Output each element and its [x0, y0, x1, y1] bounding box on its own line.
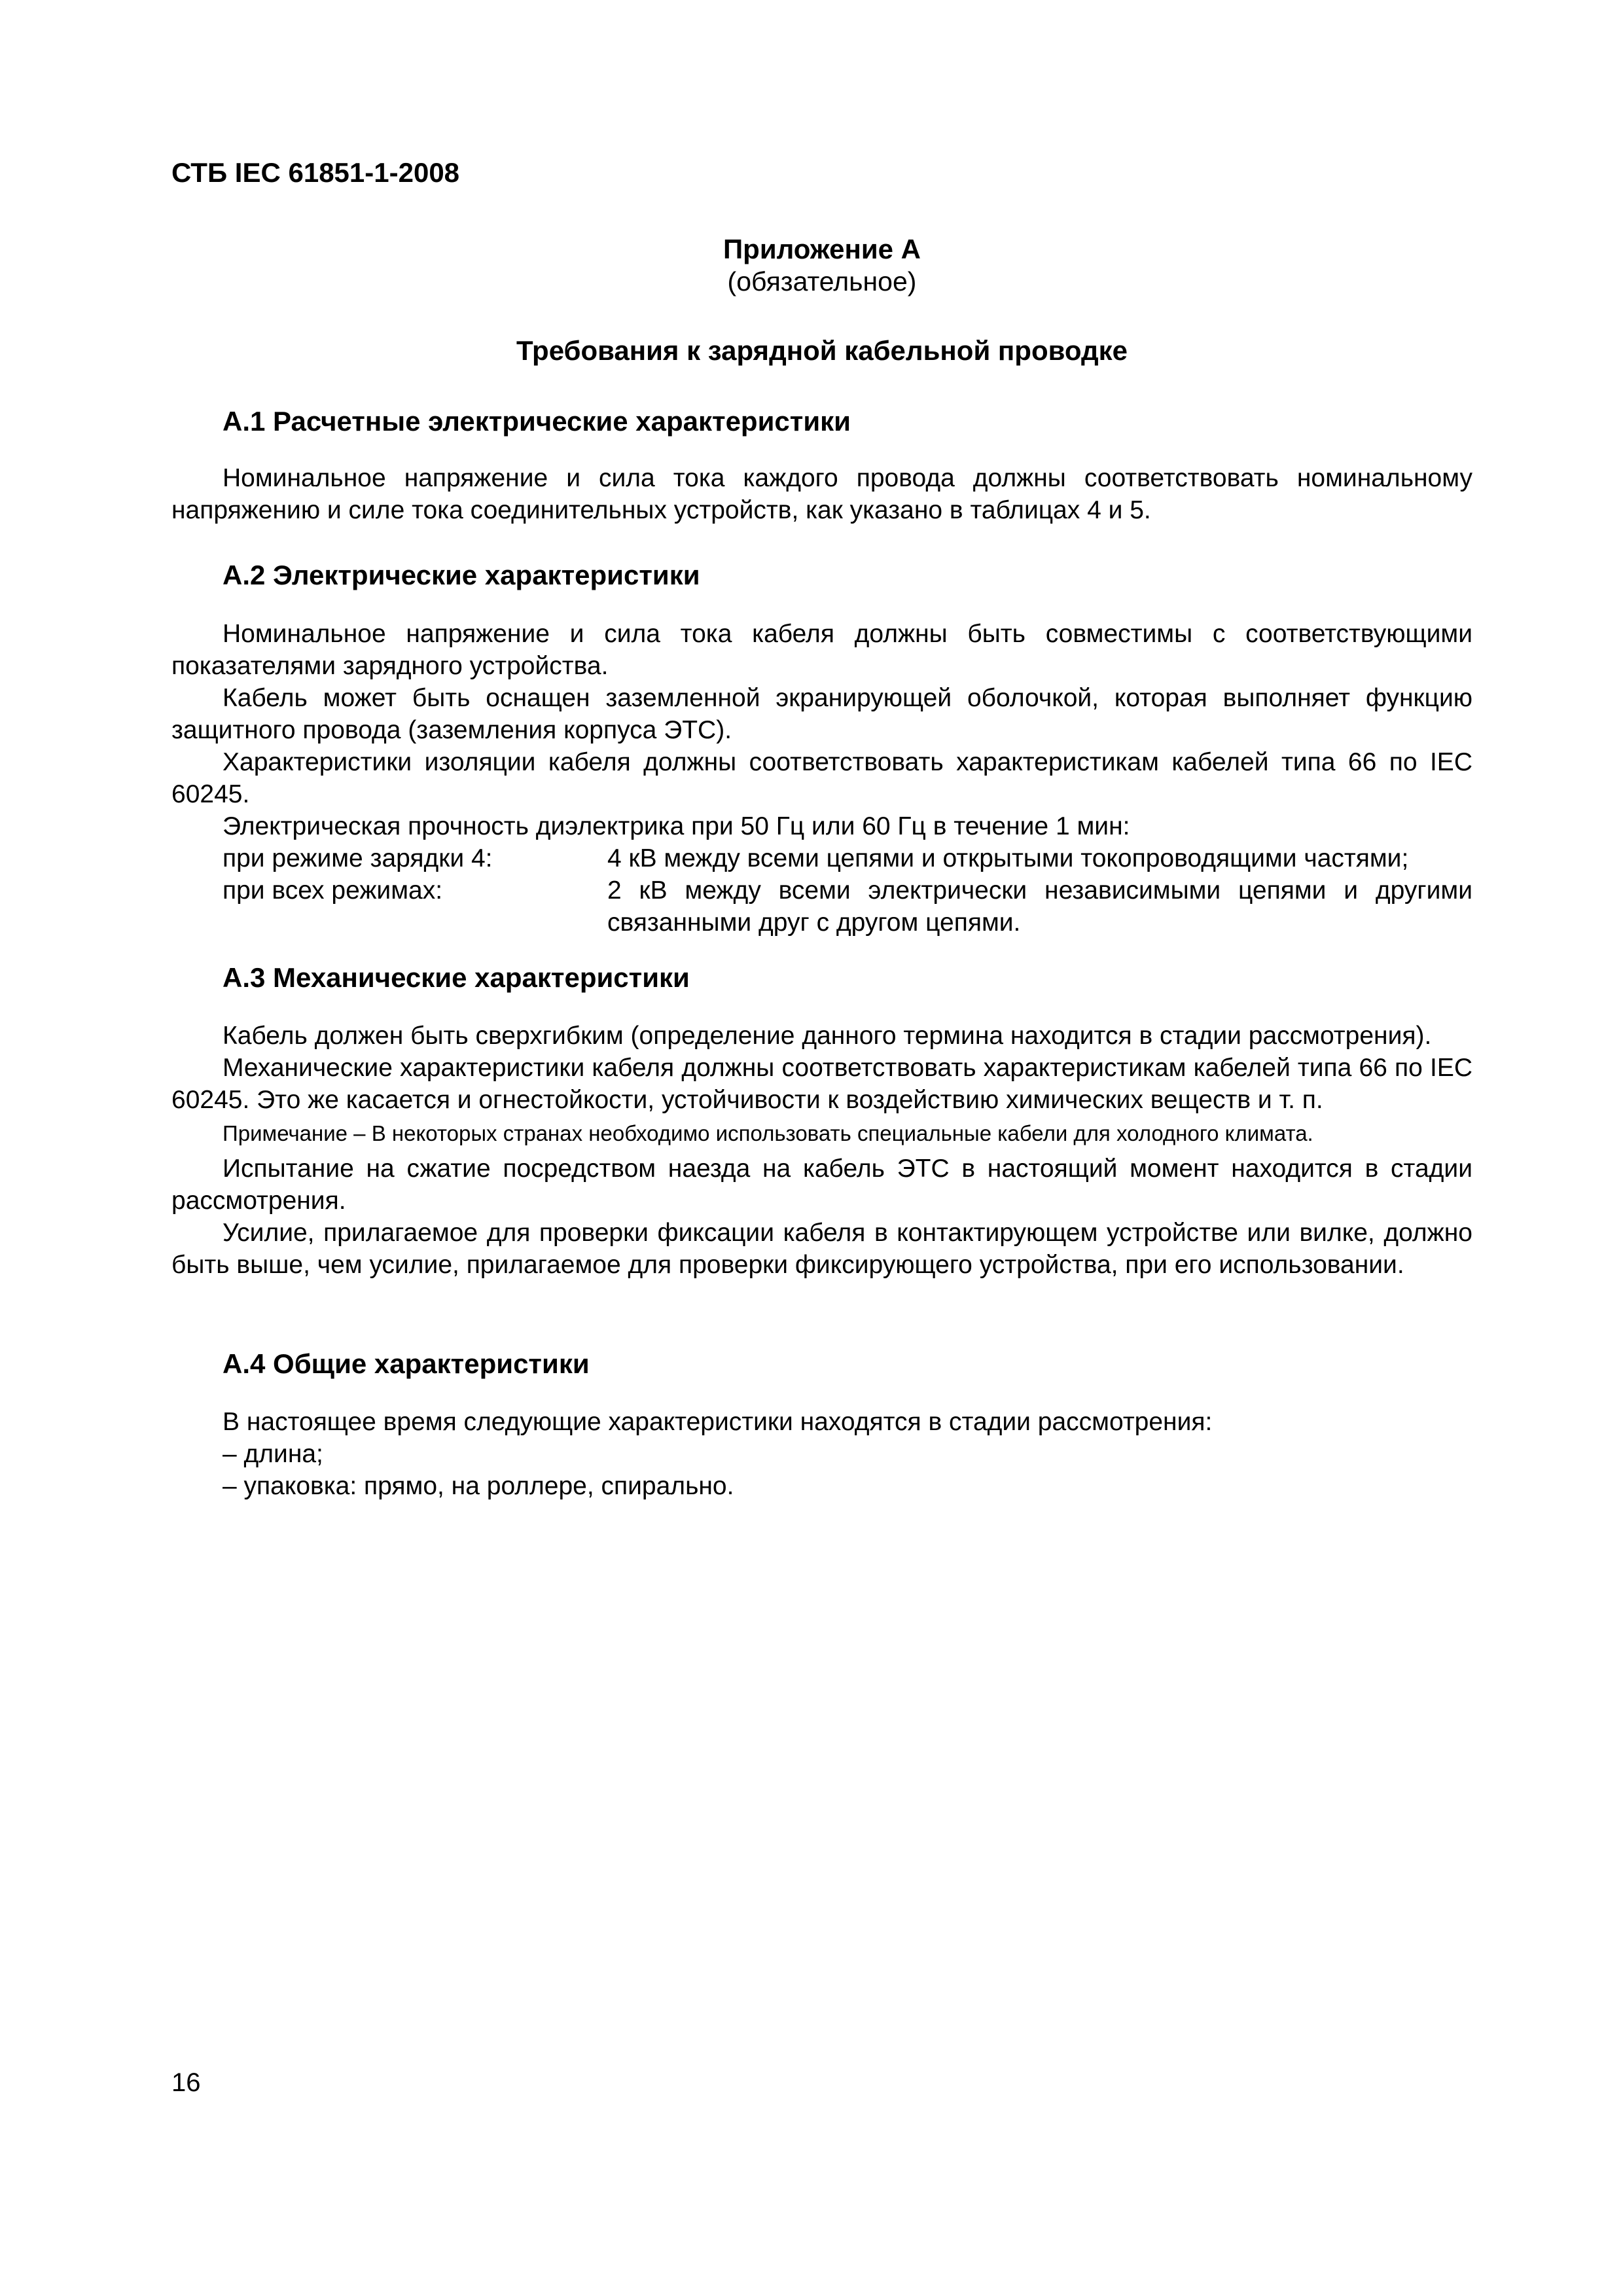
section-a4-heading: А.4 Общие характеристики	[223, 1348, 590, 1379]
section-a2-paragraph-2: Кабель может быть оснащен заземленной экранирующей оболочкой, которая выполняет функцию защитного провода (заземления корпуса ЭТС).	[171, 684, 1472, 744]
document-code: СТБ IEC 61851-1-2008	[171, 157, 460, 188]
section-a3-paragraph-3: Испытание на сжатие посредством наезда на кабель ЭТС в настоящий момент находится в стадии рассмотрения.	[171, 1155, 1472, 1215]
section-a4-list-item: – упаковка: прямо, на роллере, спирально.	[223, 1472, 734, 1500]
section-a3-paragraph-1: Кабель должен быть сверхгибким (определение данного термина находится в стадии рассмотрения).	[223, 1022, 1432, 1050]
section-a2-body	[171, 618, 1472, 939]
appendix-heading: Требования к зарядной кабельной проводке	[516, 335, 1128, 366]
section-a4-body	[171, 1406, 1472, 1502]
section-a2-paragraph-4: Электрическая прочность диэлектрика при 50 Гц или 60 Гц в течение 1 мин:	[223, 812, 1130, 840]
page-number: 16	[171, 2068, 201, 2097]
appendix-status: (обязательное)	[727, 266, 917, 296]
section-a2-heading: А.2 Электрические характеристики	[223, 560, 700, 590]
dielectric-row-1-label: при режиме зарядки 4:	[223, 844, 493, 872]
section-a3-note: Примечание – В некоторых странах необходимо использовать специальные кабели для холодного климата.	[223, 1121, 1313, 1145]
dielectric-row-1-text: 4 кВ между всеми цепями и открытыми токопроводящими частями;	[607, 844, 1409, 872]
section-a3-heading: А.3 Механические характеристики	[223, 962, 690, 993]
section-a2-paragraph-3: Характеристики изоляции кабеля должны соответствовать характеристикам кабелей типа 66 по IEC 60245.	[171, 748, 1472, 808]
section-a1-paragraph: Номинальное напряжение и сила тока каждого провода должны соответствовать номинальному напряжению и силе тока соединительных устройств, как указано в таблицах 4 и 5.	[171, 464, 1472, 524]
section-a3-body	[171, 1020, 1472, 1281]
section-a2-paragraph-1: Номинальное напряжение и сила тока кабеля должны быть совместимы с соответствующими показателями зарядного устройства.	[171, 620, 1472, 680]
appendix-title: Приложение А	[722, 234, 921, 264]
dielectric-row-2-label: при всех режимах:	[223, 876, 443, 905]
section-a4-list-item: – длина;	[223, 1440, 323, 1468]
section-a3-paragraph-4: Усилие, прилагаемое для проверки фиксации кабеля в контактирующем устройстве или вилке, должно быть выше, чем усилие, прилагаемое для проверки фиксирующего устройства, при его использовании.	[171, 1219, 1472, 1279]
section-a1-heading: А.1 Расчетные электрические характеристики	[223, 406, 851, 437]
dielectric-row-2-text: 2 кВ между всеми электрически независимыми цепями и другими связанными друг с другом цепями.	[607, 876, 1472, 937]
dielectric-row-1	[171, 842, 1472, 874]
section-a3-paragraph-2: Механические характеристики кабеля должны соответствовать характеристикам кабелей типа 66 по IEC 60245. Это же касается и огнестойкости, устойчивости к воздействию химических веществ и т. п.	[171, 1054, 1472, 1114]
section-a4-paragraph: В настоящее время следующие характеристики находятся в стадии рассмотрения:	[223, 1408, 1213, 1436]
dielectric-row-2	[171, 874, 1472, 939]
section-a1-body	[171, 462, 1472, 526]
